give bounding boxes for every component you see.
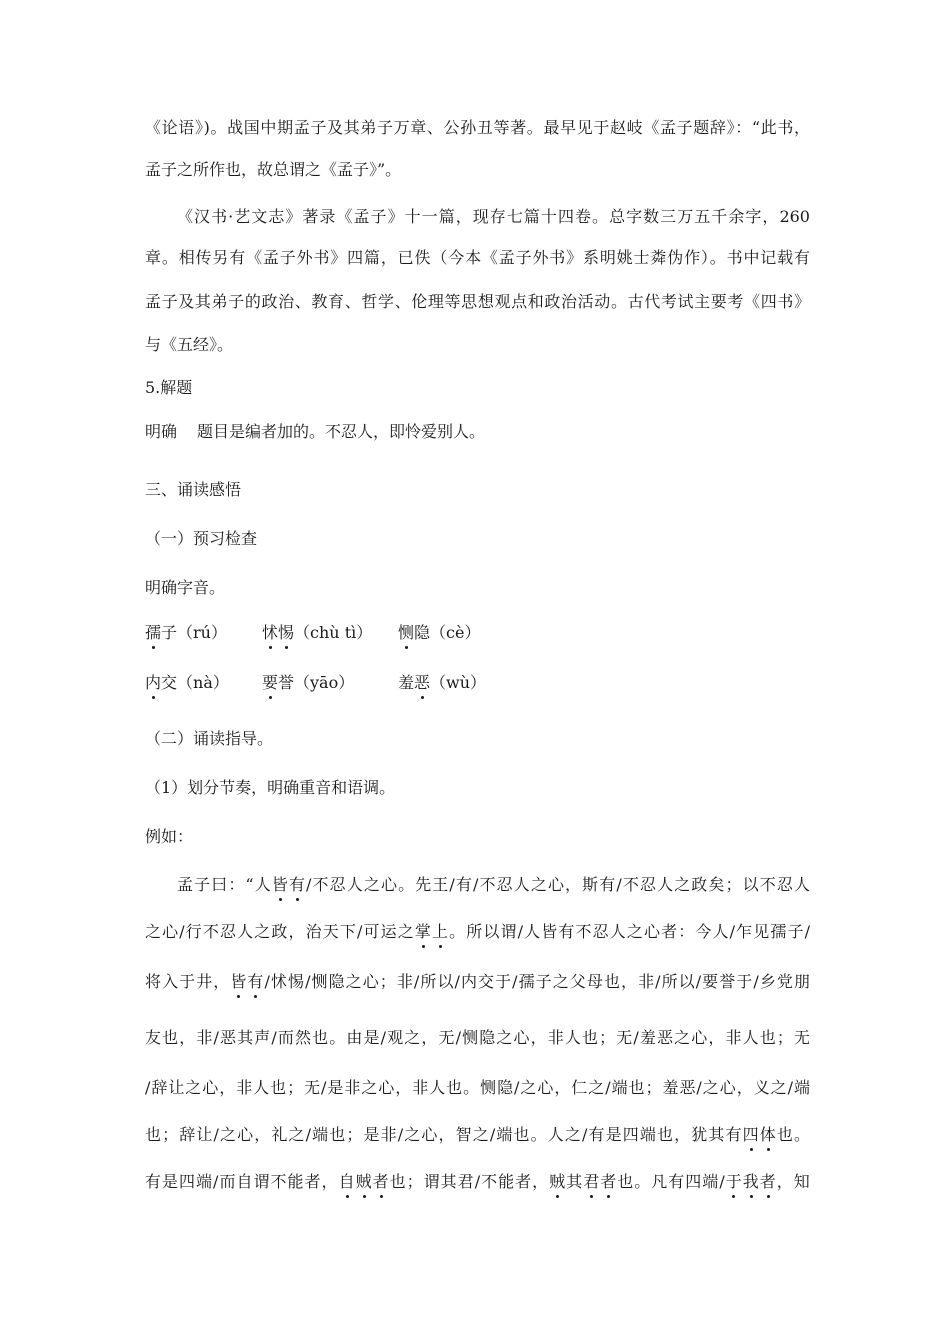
pronunciation-row-1 — [145, 621, 810, 645]
hanshu-line-1: 《汉书·艺文志》著录《孟子》十一篇，现存七篇十四卷。总字数三万五千余字，260 — [177, 207, 810, 226]
section-5-text: 题目是编者加的。不忍人，即怜爱别人。 — [197, 422, 486, 441]
example-label: 例如： — [145, 827, 194, 846]
hanshu-line-2: 章。相传另有《孟子外书》四篇，已佚（今本《孟子外书》系明姚士粦伪作）。书中记载有 — [145, 248, 810, 267]
passage-line-1: 孟子曰：“人皆有/不忍人之心。先王/有/不忍人之心，斯有/不忍人之政矣；以不忍人 — [177, 875, 810, 894]
hanshu-line-3: 孟子及其弟子的政治、教育、哲学、伦理等思想观点和政治活动。古代考试主要考《四书》 — [145, 292, 810, 311]
section-5-label: 明确 — [145, 422, 178, 441]
passage-line-6: 也；辞让/之心，礼之/端也；是非/之心，智之/端也。人之/有是四端也，犹其有四体也。 — [145, 1125, 810, 1144]
pron-item: 内交（nà） — [145, 673, 229, 692]
hanshu-line-4: 与《五经》。 — [145, 335, 234, 354]
pronunciation-row-2 — [145, 671, 810, 695]
subsection-preview-check: （一）预习检查 — [145, 529, 258, 548]
pron-item: 恻隐（cè） — [398, 623, 481, 642]
section-3-heading: 三、诵读感悟 — [145, 480, 242, 499]
pron-item: 要誉（yāo） — [262, 673, 355, 692]
subsection-reading-guide: （二）诵读指导。 — [145, 729, 274, 748]
pron-item: 怵惕（chù tì） — [262, 623, 373, 642]
passage-line-2: 之心/行不忍人之政，治天下/可运之掌上。所以谓/人皆有不忍人之心者：今人/乍见孺子/ — [145, 922, 810, 941]
pronunciation-intro: 明确字音。 — [145, 578, 226, 597]
intro-line-2: 孟子之所作也，故总谓之《孟子》”。 — [145, 160, 402, 179]
reading-step-1: （1）划分节奏，明确重音和语调。 — [145, 778, 396, 797]
section-5-body — [145, 420, 810, 444]
passage-line-5: /辞让之心，非人也；无/是非之心，非人也。恻隐/之心，仁之/端也；羞恶/之心，义之/端 — [145, 1078, 810, 1097]
passage-line-7: 有是四端/而自谓不能者，自贼者也；谓其君/不能者，贼其君者也。凡有四端/于我者，知 — [145, 1172, 810, 1191]
passage-line-3: 将入于井，皆有/怵惕/恻隐之心；非/所以/内交于/孺子之父母也，非/所以/要誉于/乡党朋 — [145, 972, 810, 991]
pron-item: 羞恶（wù） — [398, 673, 487, 692]
pron-item: 孺子（rú） — [145, 623, 227, 642]
intro-line-1: 《论语》)。战国中期孟子及其弟子万章、公孙丑等著。最早见于赵岐《孟子题辞》：“此书， — [145, 118, 810, 137]
section-5-heading: 5.解题 — [145, 378, 193, 397]
passage-line-4: 友也，非/恶其声/而然也。由是/观之，无/恻隐之心，非人也；无/羞恶之心，非人也；无 — [145, 1028, 810, 1047]
